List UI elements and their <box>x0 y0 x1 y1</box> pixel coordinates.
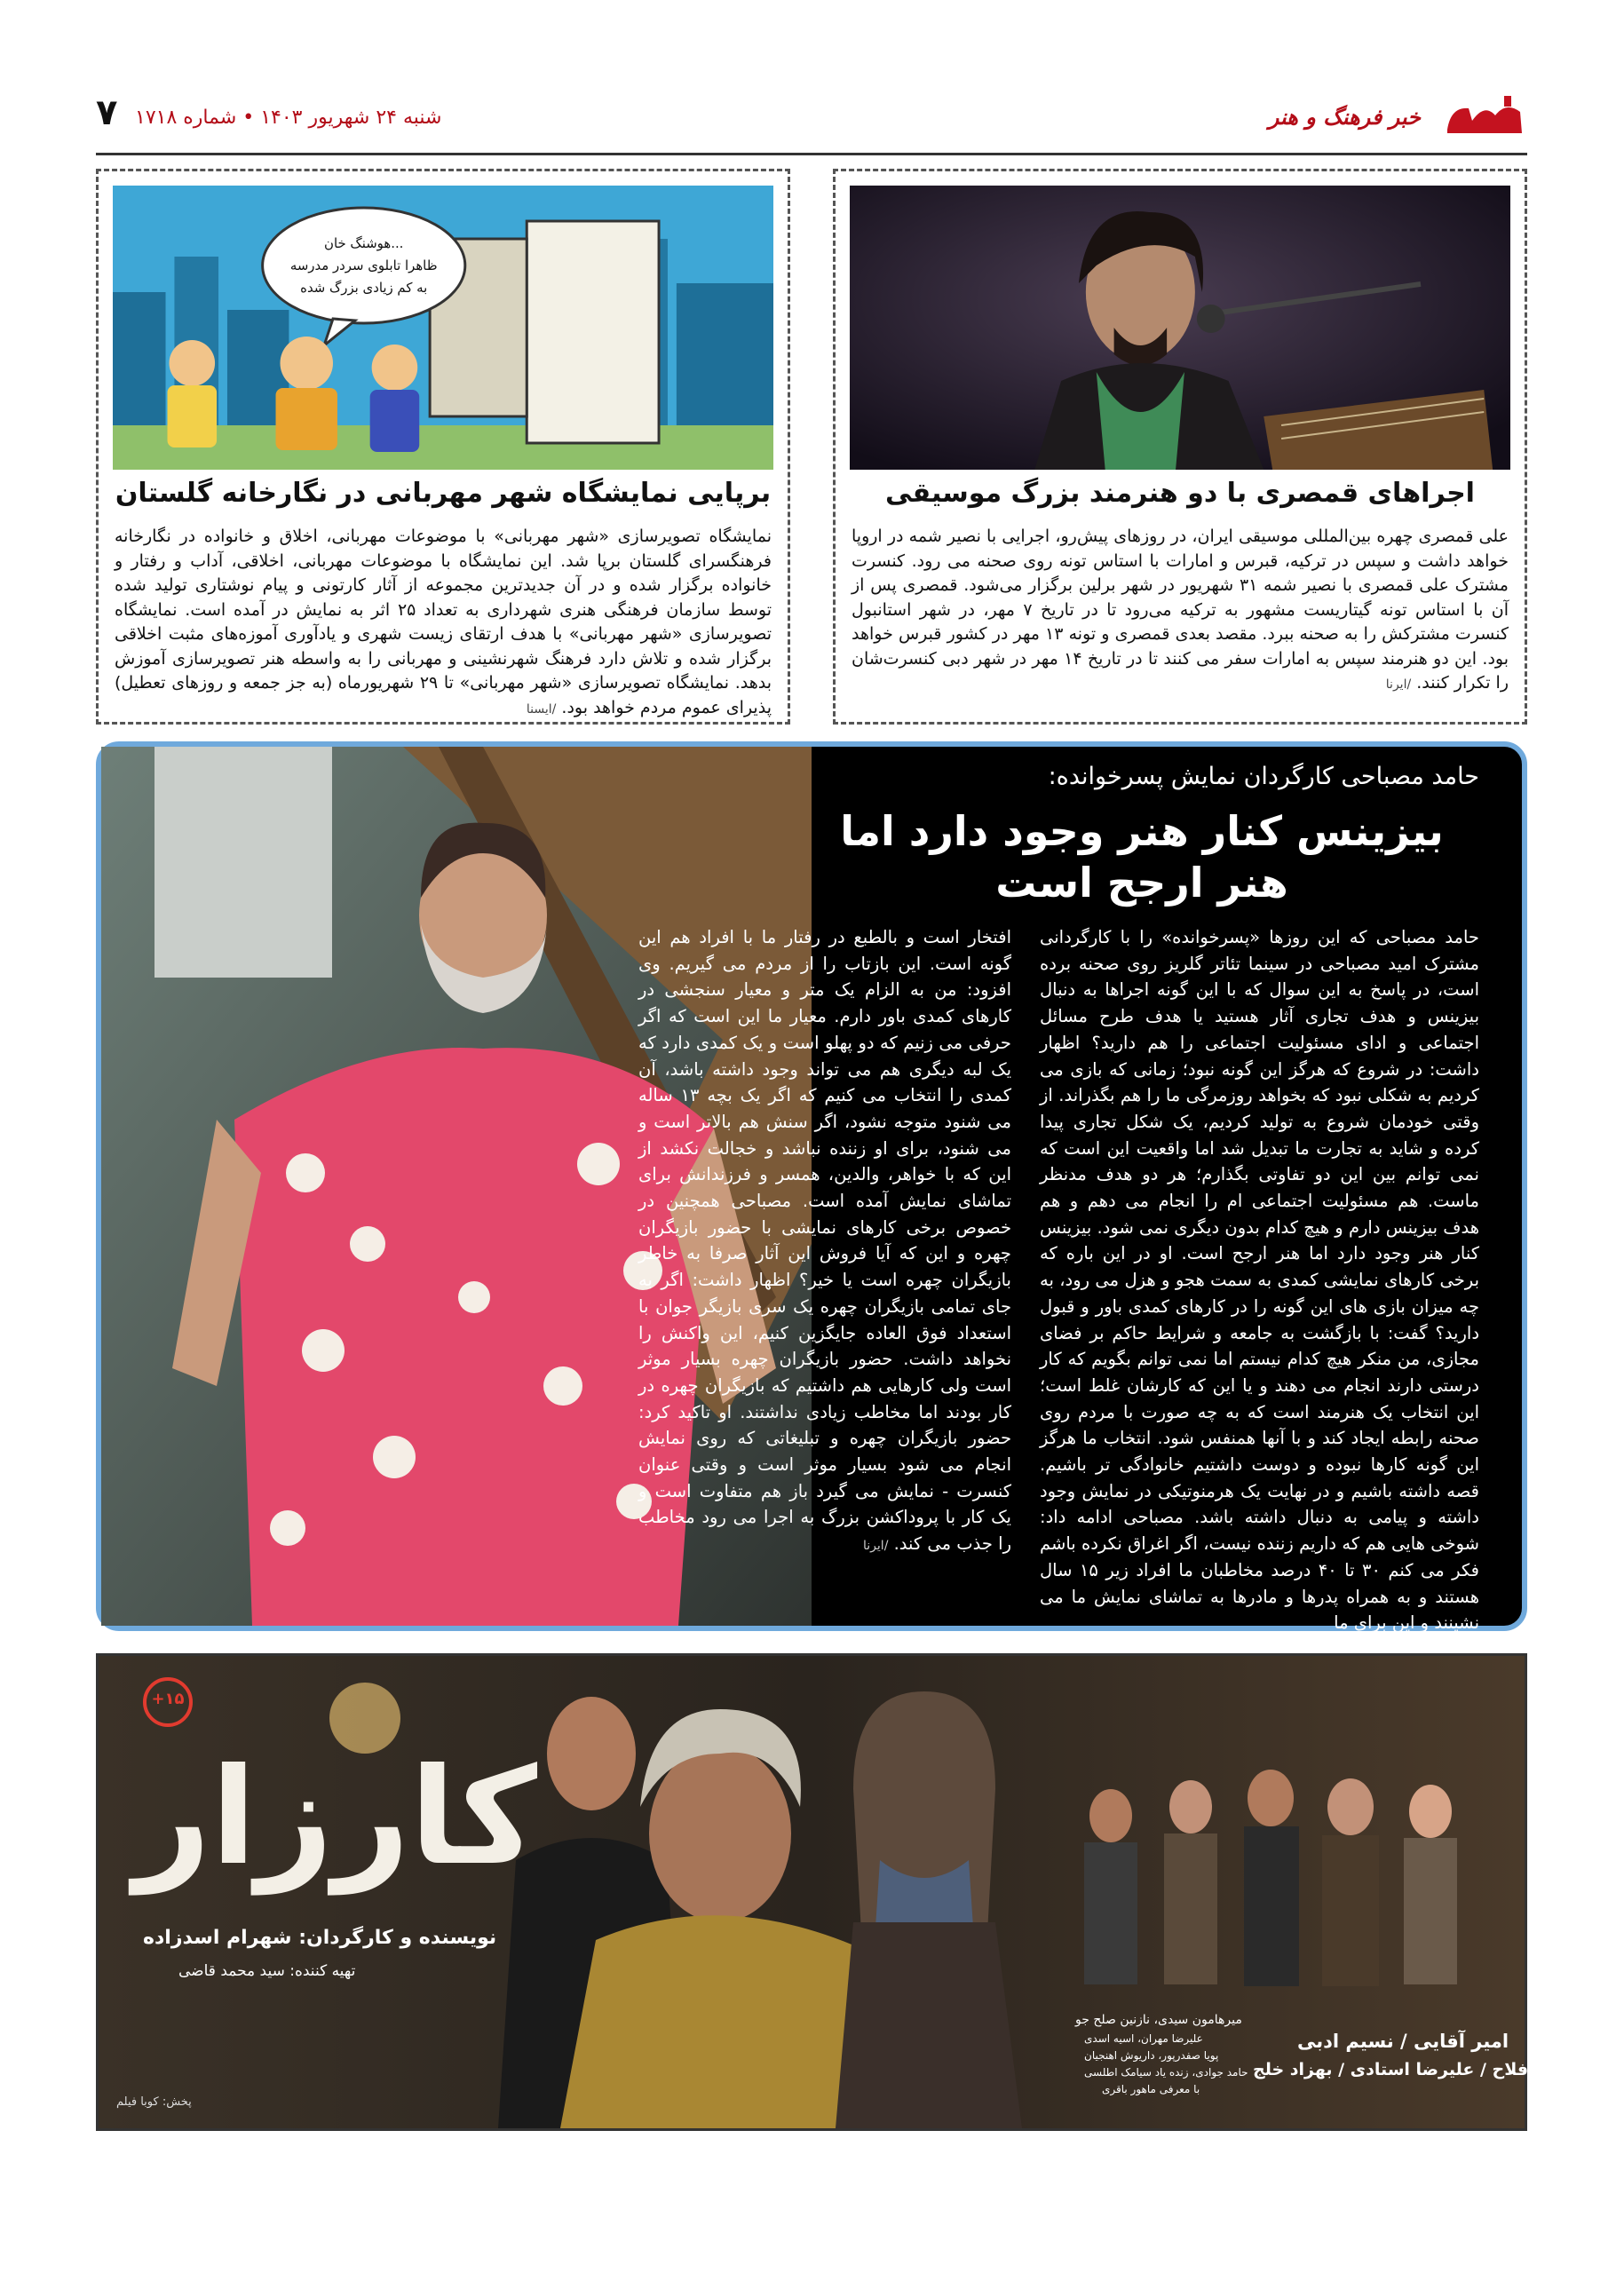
exhibition-story <box>96 169 790 725</box>
cast-support-2: علیرضا مهران، اسیه اسدی <box>1084 2032 1203 2045</box>
interview-column-right: حامد مصباحی که این روزها «پسرخوانده» را با کارگردانی مشترک امید مصباحی در سینما تئاتر گلریز روی صحنه برده است، در پاسخ به این سوال که با این گونه اجراها به دنبال بیزینس و هدف تجاری آثار هستید یا هدف طرح مسائل اجتماعی و ادای مسئولیت اجتماعی را هم دارید؟ اظهار داشت: در شروع که هرگز این گونه نبود؛ زمانی که بازی می کردیم به شکلی نبود که بخواهد روزمرگی ما را هم بگذراند. از وقتی خودمان شروع به تولید کردیم، یک شکل تجاری پیدا کرده و شاید به تجارت ما تبدیل شد اما واقعیت این است که نمی توانم بین این دو تفاوتی بگذارم؛ هر دو هدف مدنظر ماست. هم مسئولیت اجتماعی ام را انجام می دهم و هم هدف بیزینس دارم و هیچ کدام بدون دیگری نمی شود. بیزینس کنار هنر وجود دارد اما هنر ارجح است. او در این باره که برخی کارهای نمایشی کمدی به سمت هجو و هزل می رود، به چه میزان بازی های این گونه را در کارهای کمدی باور و قبول دارید؟ گفت: با بازگشت به جامعه و شرایط حاکم بر فضای مجازی، من منکر هیچ کدام نیستم اما نمی توانم بگویم که کار درستی دارند انجام می دهند و یا این که کارشان غلط است؛ این انتخاب یک هنرمند است که به چه صورت با مردم روی صحنه رابطه ایجاد کند و با آنها همنفس شود. انتخاب ما هرگز این گونه کارها نبوده و دوست داشتیم خانوادگی تر باشیم. قصه داشته باشیم و در نهایت یک هرمنوتیکی در نمایش وجود داشته و پیامی به دنبال داشته باشد. مصباحی ادامه داد: شوخی هایی هم که داریم زننده نیست، اگر اغراق نکرده باشم فکر می کنم ۳۰ تا ۴۰ درصد مخاطبان ما افراد زیر ۱۵ سال هستند و به همراه پدرها و مادرها به تماشای نمایش ما می نشینند و این برای ما <box>1040 927 1479 1634</box>
film-advertisement <box>96 1653 1565 2131</box>
interview-headline-line-2: هنر ارجح است <box>995 859 1288 907</box>
cast-main-2: نادر فلاح / علیرضا استادی / بهزاد خلج <box>1253 2060 1565 2079</box>
interview-column-left: افتخار است و بالطبع در رفتار ما با افراد هم این گونه است. این بازتاب را از مردم می گیریم. وی افزود: من به الزام یک متر و معیار سنجشی در کارهای کمدی باور دارم. معیار ما این است که اگر حرفی می زنیم که دو پهلو است و یک کمدی دارد که یک لبه دیگری هم می تواند وجود داشته باشد، آن کمدی را انتخاب می کنیم که اگر یک بچه ۱۳ ساله می شنود متوجه نشود، اگر سنش هم بالاتر است و می شنود، برای او زننده نباشد و خجالت نکشد از این که با خواهر، والدین، همسر و فرزندانش برای تماشای نمایش آمده است. مصباحی همچنین در خصوص برخی کارهای نمایشی با حضور بازیگران چهره و این که آیا فروش این آثار صرفا به خاطر بازیگران چهره است یا خیر؟ اظهار داشت: اگر به جای تمامی بازیگران چهره یک سری بازیگر جوان با استعداد فوق العاده جایگزین کنیم، این واکنش را نخواهد داشت. حضور بازیگران چهره بسیار موثر است ولی کارهایی هم داشتیم که بازیگران چهره در کار بودند اما مخاطب زیادی نداشتند. او تاکید کرد: حضور بازیگران چهره و تبلیغاتی که روی نمایش انجام می شود بسیار موثر است و وقتی عنوان کنسرت - نمایش می گیرد باز هم متفاوت است و یک کار با پروداکشن بزرگ به اجرا می رود مخاطب را جذب می کند. /ایرنا <box>638 927 1012 1555</box>
cast-support-4: حامد جوادی، زنده یاد سیامک اطلسی <box>1084 2066 1248 2079</box>
exhibition-story-body: نمایشگاه تصویرسازی «شهر مهربانی» با موضوعات مهربانی، اخلاق و خانواده در نگارخانه فرهنگسرای گلستان برپا شد. این نمایشگاه با موضوعات مهربانی، اخلاقی، آداب و رفتار و خانواده برگزار شده و در آن جدیدترین مجموعه از آثار کارتونی و پیام نوشتاری تولید شده توسط سازمان فرهنگی هنری شهرداری به تعداد ۲۵ اثر به نمایش در آمده است. نمایشگاه تصویرسازی «شهر مهربانی» با هدف ارتقای زیست شهری و یادآوری آموزه‌های مثبت اخلاقی برگزار شده و تلاش دارد فرهنگ شهرنشینی و مهربانی را به واسطه هنر تصویرسازی آموزش بدهد. نمایشگاه تصویرسازی «شهر مهربانی» تا ۲۹ شهریورماه (به جز جمعه و روزهای تعطیل) پذیرای عموم مردم خواهد بود. /ایسنا <box>115 527 772 717</box>
interview-feature <box>96 741 1527 1634</box>
film-writer-director: نویسنده و کارگردان: شهرام اسدزاده <box>143 1927 497 1949</box>
section-title: خبر فرهنگ و هنر <box>1268 105 1421 130</box>
age-rating-badge: +۱۵ <box>151 1690 185 1708</box>
svg-text:هوشنگ خان...: هوشنگ خان... <box>324 234 404 252</box>
exhibition-story-headline: برپایی نمایشگاه شهر مهربانی در نگارخانه گلستان <box>115 478 772 509</box>
interview-kicker: حامد مصباحی کارگردان نمایش پسرخوانده: <box>1048 763 1479 790</box>
film-title: کارزار <box>134 1740 538 1895</box>
film-distributor: پخش: کوبا فیلم <box>116 2095 192 2109</box>
music-story-credit: /ایرنا <box>1385 677 1412 692</box>
page-header <box>96 89 1527 155</box>
cartoon-illustration <box>113 186 773 470</box>
film-producer: تهیه کننده: سید محمد قاضی <box>178 1962 356 1980</box>
cast-support-1: میرهامون سیدی، نازنین صلح جو <box>1075 2013 1242 2027</box>
publication-logo <box>1442 94 1527 140</box>
musician-photo <box>850 186 1510 470</box>
music-story <box>833 169 1527 725</box>
music-story-body: علی قمصری چهره بین‌المللی موسیقی ایران، در روزهای پیش‌رو، اجرایی با نصیر شمه در اروپا خواهد داشت و سپس در ترکیه، قبرس و امارات با استاس تونه روی صحنه می رود. کنسرت مشترک علی قمصری با نصیر شمه ۳۱ شهریور در شهر برلین برگزار می‌شود. قمصری پس از آن با استاس تونه گیتاریست مشهور به ترکیه می‌رود تا در تاریخ ۷ مهر، در شهر استانبول کنسرت مشترکش را به صحنه ببرد. مقصد بعدی قمصری و تونه ۱۳ مهر در کشور قبرس خواهد بود. این دو هنرمند سپس به امارات سفر می کنند تا در تاریخ ۱۴ مهر در شهر دبی کنسرت‌شان را تکرار کنند. /ایرنا <box>852 527 1509 693</box>
interview-headline <box>804 805 1479 908</box>
svg-text:ظاهرا تابلوی سردر مدرسه: ظاهرا تابلوی سردر مدرسه <box>289 257 438 274</box>
svg-text:به کم زیادی بزرگ شده: به کم زیادی بزرگ شده <box>300 279 428 297</box>
music-story-headline: اجراهای قمصری با دو هنرمند بزرگ موسیقی <box>885 478 1475 509</box>
cast-support-5: با معرفی ماهور باقری <box>1102 2083 1200 2095</box>
exhibition-story-credit: /ایسنا <box>526 701 557 717</box>
cast-main-1: امیر آقایی / نسیم ادبی <box>1297 2031 1509 2052</box>
interview-headline-line-1: بیزینس کنار هنر وجود دارد اما <box>840 807 1444 855</box>
page-number: ۷ <box>96 92 118 133</box>
cast-support-3: پویا صفدرپور، داریوش اهنجیان <box>1084 2049 1219 2062</box>
interview-credit: /ایرنا <box>863 1539 889 1554</box>
issue-info: شنبه ۲۴ شهریور ۱۴۰۳ • شماره ۱۷۱۸ <box>135 107 442 129</box>
